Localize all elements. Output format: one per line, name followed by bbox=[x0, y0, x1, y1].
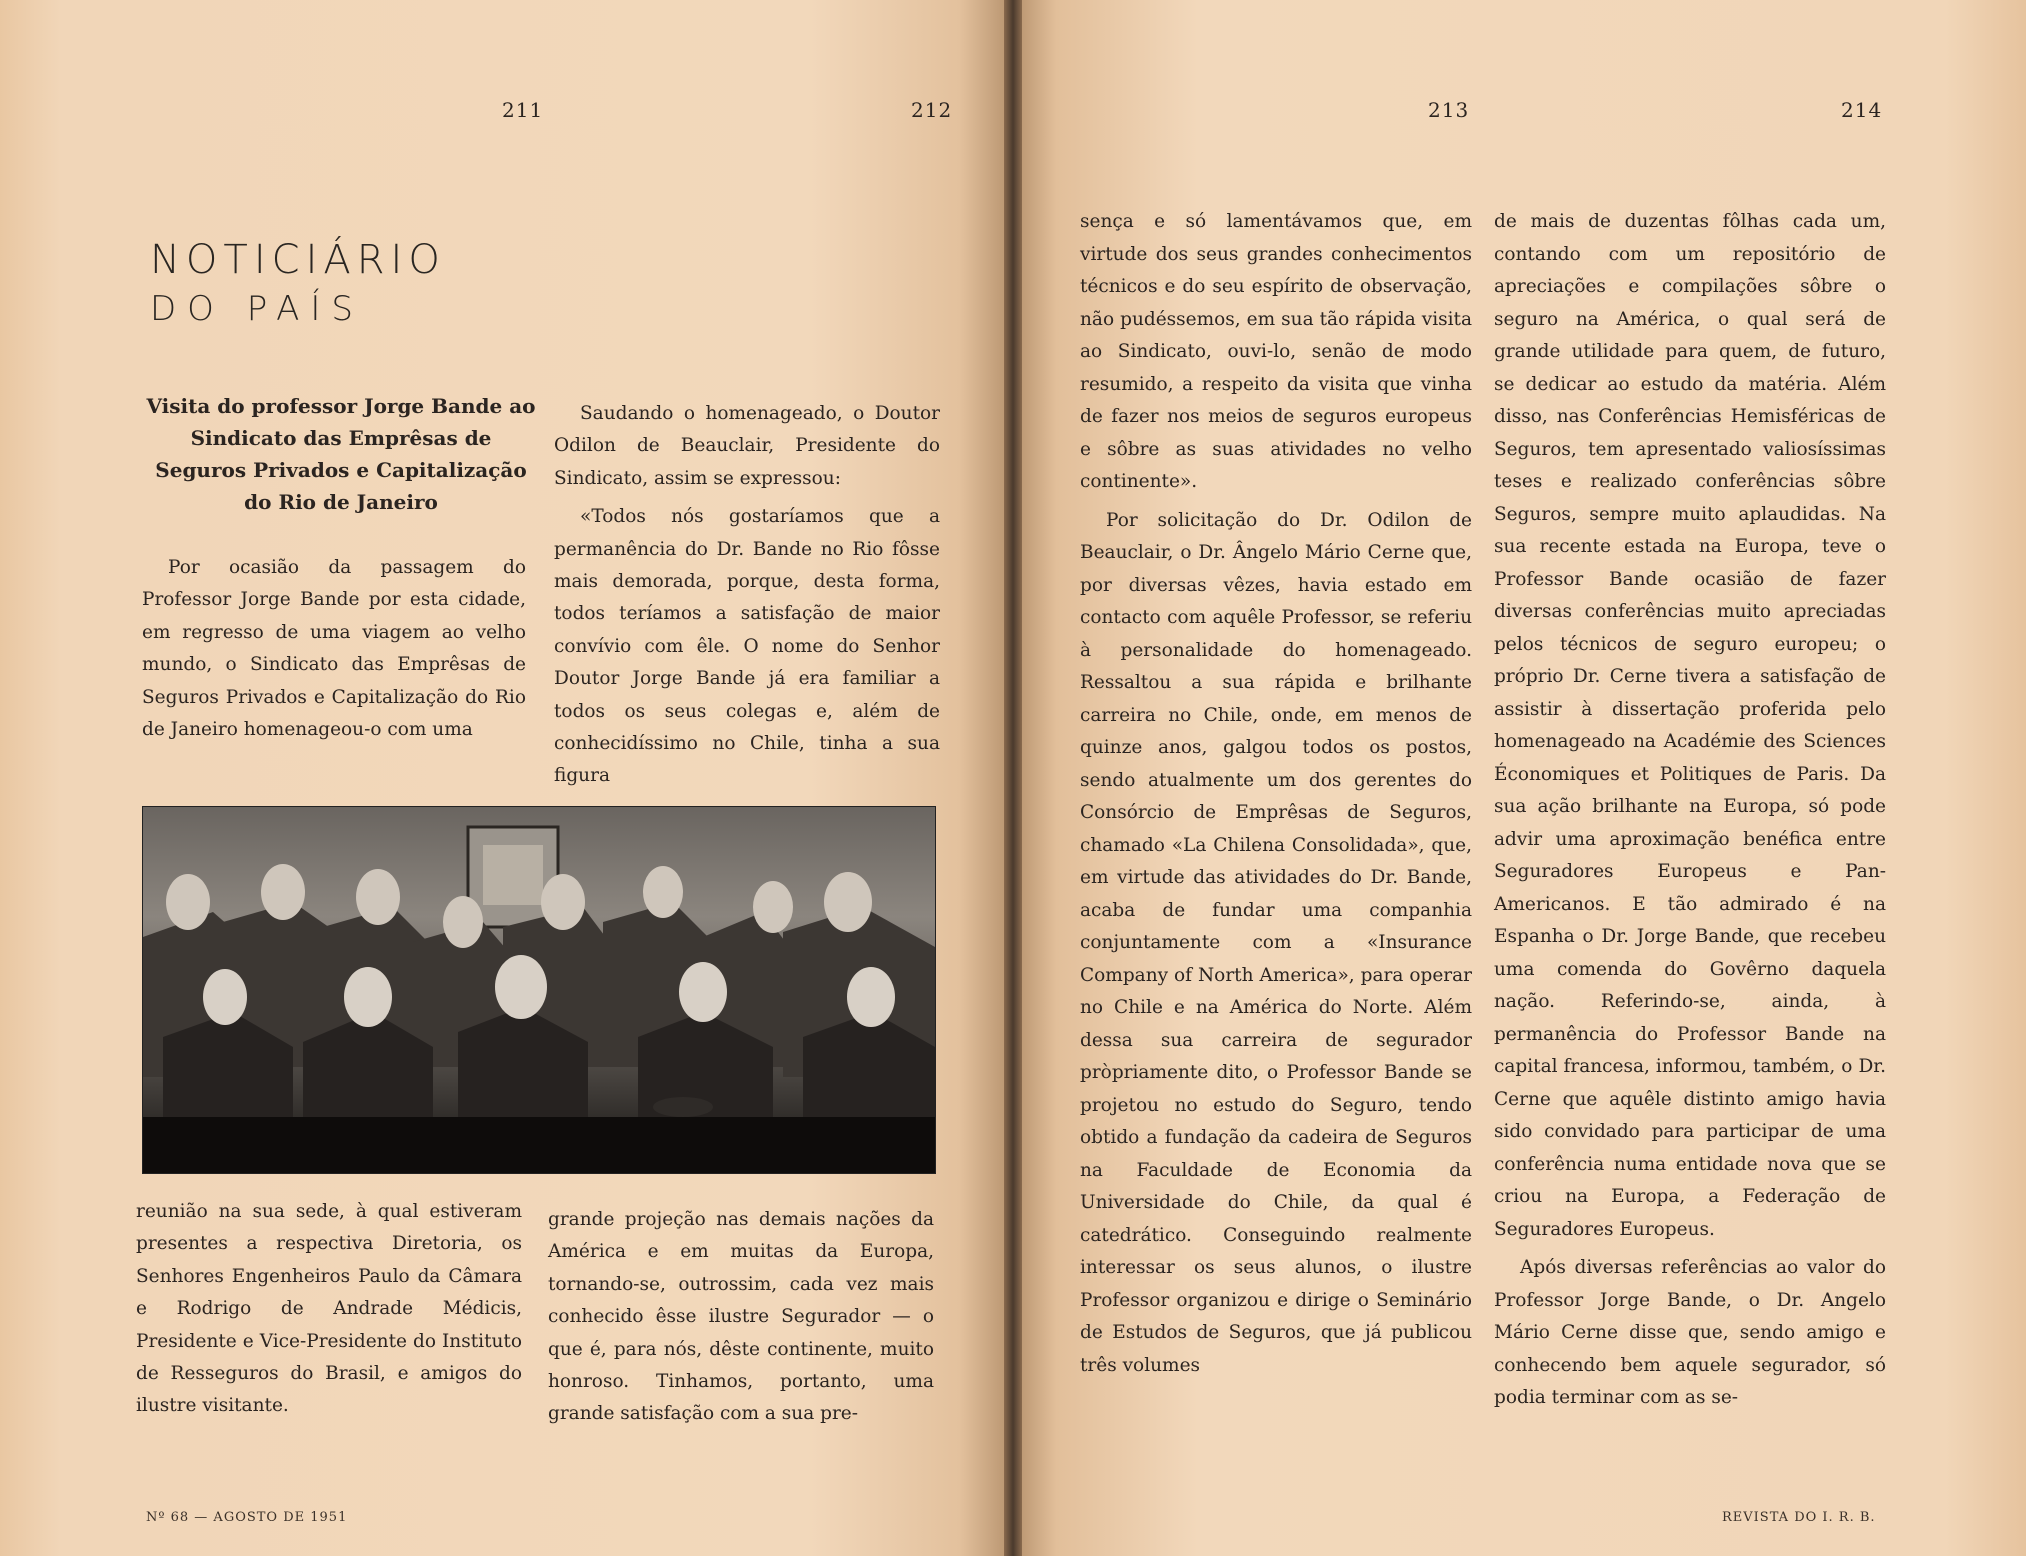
column-1-bottom bbox=[136, 1196, 522, 1423]
book-gutter bbox=[1004, 0, 1022, 1556]
photo-figures bbox=[143, 807, 935, 1173]
page-number-214: 214 bbox=[1841, 98, 1883, 122]
section-headline-line1: NOTICIÁRIO bbox=[150, 237, 446, 283]
column-2-top bbox=[554, 398, 940, 793]
column-3 bbox=[1080, 206, 1472, 1382]
footer-journal-name: REVISTA DO I. R. B. bbox=[1722, 1510, 1876, 1525]
paragraph: grande projeção nas demais nações da América e em muitas da Europa, tornando-se, outrossim, cada vez mais conhecido êsse ilustre Segurador — o que é, para nós, dêste continente, muito honroso. Tinhamos, portanto, uma grande satisfação com a sua pre- bbox=[548, 1209, 934, 1425]
page-number-211: 211 bbox=[502, 98, 544, 122]
paragraph: Saudando o homenageado, o Doutor Odilon de Beauclair, Presidente do Sindicato, assim se expressou: bbox=[554, 403, 940, 489]
paragraph: Por solicitação do Dr. Odilon de Beauclair, o Dr. Ângelo Mário Cerne que, por diversas vêzes, havia estado em contacto com aquêle Professor, se referiu à personalidade do homenageado. Ressaltou a sua rápida e brilhante carreira no Chile, onde, em menos de quinze anos, galgou todos os postos, sendo atualmente um dos gerentes do Consórcio de Emprêsas de Seguros, chamado «La Chilena Consolidada», que, em virtude das atividades do Dr. Bande, acaba de fundar uma companhia conjuntamente com a «Insurance Company of North America», para operar no Chile e na América do Norte. Além dessa sua carreira de segurador pròpriamente dito, o Professor Bande se projetou no estudo do Seguro, tendo obtido a fundação da cadeira de Seguros na Faculdade de Economia da Universidade do Chile, da qual é catedrático. Conseguindo realmente interessar os seus alunos, o ilustre Professor organizou e dirige o Seminário de Estudos de Seguros, que já publicou três volumes bbox=[1080, 509, 1472, 1376]
article-title: Visita do professor Jorge Bande ao Sindicato das Emprêsas de Seguros Privados e Capitalização do Rio de Janeiro bbox=[146, 394, 536, 514]
paragraph: Após diversas referências ao valor do Professor Jorge Bande, o Dr. Angelo Mário Cerne disse que, sendo amigo e conhecendo bem aquele segurador, só podia terminar com as se- bbox=[1494, 1257, 1886, 1408]
column-1-top bbox=[142, 552, 526, 746]
paragraph: de mais de duzentas fôlhas cada um, contando com um repositório de apreciações e compilações sôbre o seguro na América, o qual será de grande utilidade para quem, de futuro, se dedicar ao estudo da matéria. Além disso, nas Conferências Hemisféricas de Seguros, tem apresentado valiosíssimas teses e realizado conferências sôbre Seguros, sempre muito aplaudidas. Na sua recente estada na Europa, teve o Professor Bande ocasião de fazer diversas conferências muito apreciadas pelos técnicos de seguro europeu; o próprio Dr. Cerne tivera a satisfação de assistir à dissertação proferida pelo homenageado na Académie des Sciences Économiques et Politiques de Paris. Da sua ação brilhante na Europa, só pode advir uma aproximação benéfica entre Seguradores Europeus e Pan-Americanos. E tão admirado é na Espanha o Dr. Jorge Bande, que recebeu uma comenda do Govêrno daquela nação. Referindo-se, ainda, à permanência do Professor Bande na capital francesa, informou, também, o Dr. Cerne que aquêle distinto amigo havia sido convidado para participar de uma conferência numa entidade nova que se criou na Europa, a Federação de Seguradores Europeus. bbox=[1494, 211, 1886, 1240]
paragraph: «Todos nós gostaríamos que a permanência do Dr. Bande no Rio fôsse mais demorada, porque, desta forma, todos teríamos a satisfação de maior convívio com êle. O nome do Senhor Doutor Jorge Bande já era familiar a todos os seus colegas e, além de conhecidíssimo no Chile, tinha a sua figura bbox=[554, 506, 940, 787]
page-number-212: 212 bbox=[911, 98, 953, 122]
paragraph: Por ocasião da passagem do Professor Jorge Bande por esta cidade, em regresso de uma viagem ao velho mundo, o Sindicato das Emprêsas de Seguros Privados e Capitalização do Rio de Janeiro homenageou-o com uma bbox=[142, 557, 526, 741]
paragraph: reunião na sua sede, à qual estiveram presentes a respectiva Diretoria, os Senhores Engenheiros Paulo da Câmara e Rodrigo de Andrade Médicis, Presidente e Vice-Presidente do Instituto de Resseguros do Brasil, e amigos do ilustre visitante. bbox=[136, 1201, 522, 1417]
paragraph: sença e só lamentávamos que, em virtude dos seus grandes conhecimentos técnicos e do seu espírito de observação, não pudéssemos, em sua tão rápida visita ao Sindicato, ouvi-lo, senão de modo resumido, a respeito da visita que vinha de fazer nos meios de seguros europeus e sôbre as suas atividades no velho continente». bbox=[1080, 211, 1472, 492]
column-4 bbox=[1494, 206, 1886, 1415]
group-photograph bbox=[142, 806, 936, 1174]
column-2-bottom bbox=[548, 1204, 934, 1431]
footer-issue-date: Nº 68 — AGOSTO DE 1951 bbox=[146, 1510, 348, 1525]
section-headline-line2: DO PAÍS bbox=[150, 289, 364, 329]
page-number-213: 213 bbox=[1428, 98, 1470, 122]
